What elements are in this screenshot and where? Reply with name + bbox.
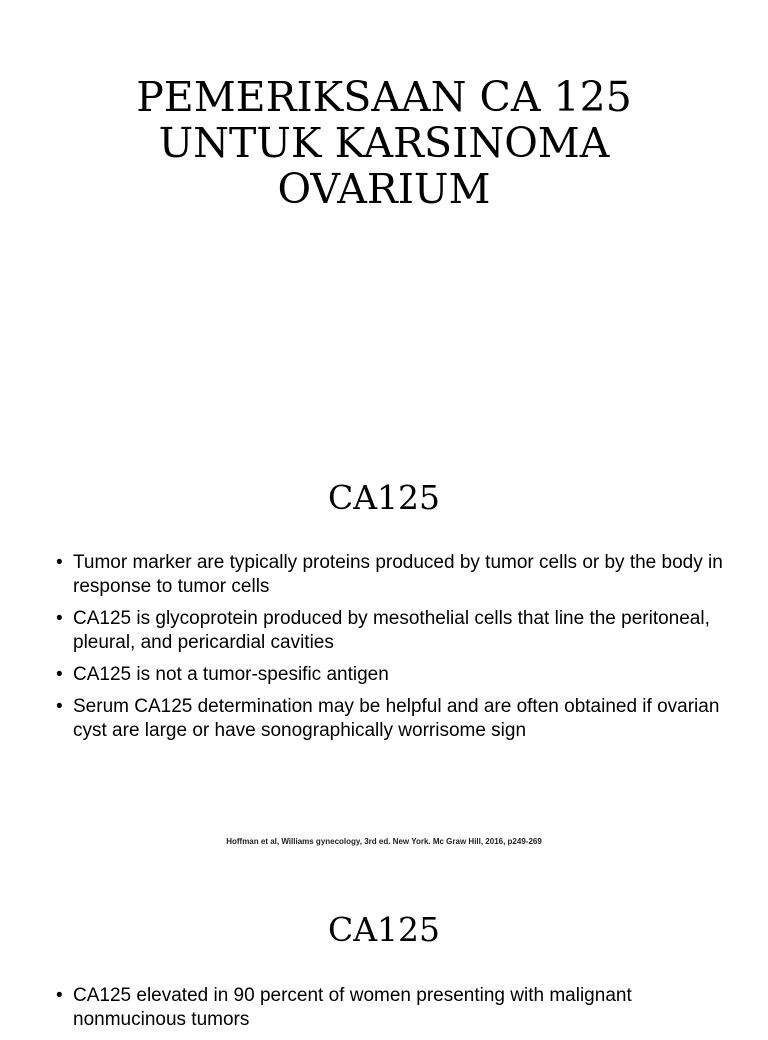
bullet-list [56, 551, 736, 751]
bullet-item [56, 695, 736, 743]
citation: Hoffman et al, Williams gynecology, 3rd ed. New York. Mc Graw Hill, 2016, p249-269 [226, 837, 542, 846]
bullet-list [56, 984, 736, 1040]
bullet-text: Tumor marker are typically proteins produced by tumor cells or by the body in response to tumor cells [73, 552, 723, 597]
slide-ca125-overview [0, 460, 768, 880]
slide-ca125-elevation [0, 900, 768, 1030]
bullet-marker: • [56, 664, 63, 685]
slide-heading: CA125 [327, 910, 441, 949]
bullet-text: CA125 is not a tumor-spesific antigen [73, 664, 389, 685]
title-slide [0, 0, 768, 420]
title-line-3: OVARIUM [277, 165, 491, 213]
bullet-marker: • [56, 608, 63, 629]
presentation-title [0, 74, 768, 212]
bullet-marker: • [56, 552, 63, 573]
bullet-marker: • [56, 696, 63, 717]
bullet-marker: • [56, 985, 63, 1006]
bullet-text: CA125 elevated in 90 percent of women presenting with malignant nonmucinous tumors [73, 985, 632, 1030]
bullet-item [56, 607, 736, 655]
bullet-text: Serum CA125 determination may be helpful and are often obtained if ovarian cyst are large or have sonographically worrisome sign [73, 696, 720, 741]
bullet-item [56, 663, 736, 687]
bullet-item [56, 551, 736, 599]
title-line-1: PEMERIKSAAN CA 125 [136, 73, 632, 121]
slide-heading: CA125 [327, 478, 441, 517]
bullet-text: CA125 is glycoprotein produced by mesothelial cells that line the peritoneal, pleural, and pericardial cavities [73, 608, 710, 653]
bullet-item [56, 984, 736, 1032]
title-line-2: UNTUK KARSINOMA [158, 119, 610, 167]
